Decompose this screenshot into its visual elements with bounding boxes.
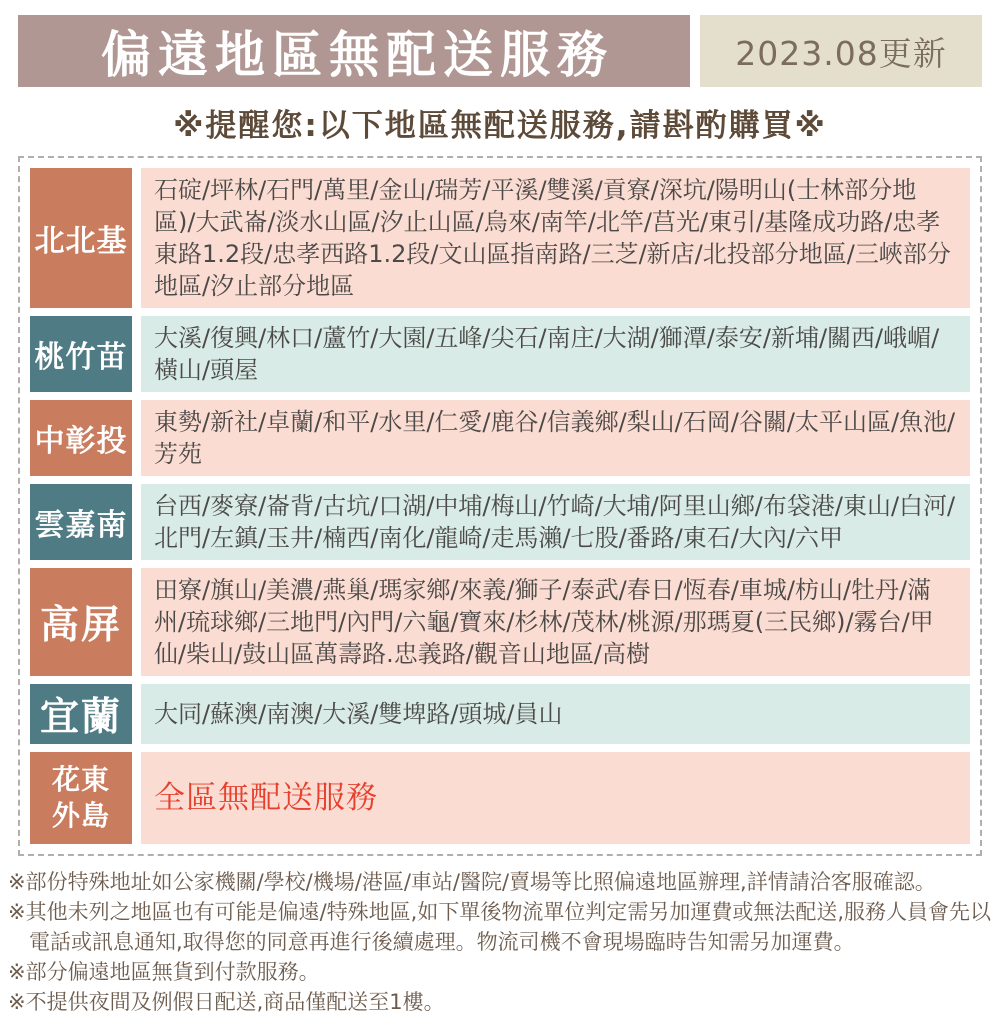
footnote-no-cod: ※部分偏遠地區無貨到付款服務。 <box>8 960 320 984</box>
table-row-hualien-taitung-islands <box>30 752 970 844</box>
header <box>18 15 982 87</box>
footnotes <box>8 867 992 1017</box>
page-title: 偏遠地區無配送服務 <box>18 15 690 87</box>
table-row-north <box>30 168 970 308</box>
region-areas: 東勢/新社/卓蘭/和平/水里/仁愛/鹿谷/信義鄉/梨山/石岡/谷關/太平山區/魚池/芳苑 <box>141 400 970 476</box>
table-row-yilan <box>30 684 970 744</box>
region-label: 中彰投 <box>30 400 132 476</box>
footnote-special-address: ※部份特殊地址如公家機關/學校/機場/港區/車站/醫院/賣場等比照偏遠地區辦理,詳情請洽客服確認。 <box>8 870 936 894</box>
no-delivery-whole-area-text: 全區無配送服務 <box>154 780 378 816</box>
no-delivery-area-table <box>18 156 982 856</box>
update-date-badge: 2023.08更新 <box>700 15 982 87</box>
region-label <box>30 752 132 844</box>
region-areas: 石碇/坪林/石門/萬里/金山/瑞芳/平溪/雙溪/貢寮/深坑/陽明山(士林部分地區)/大武崙/淡水山區/汐止山區/烏來/南竿/北竿/莒光/東引/基隆成功路/忠孝東路1.2段/忠孝西路1.2段/文山區指南路/三芝/新店/北投部分地區/三峽部分地區/汐止部分地區 <box>141 168 970 308</box>
region-label: 高屏 <box>30 568 132 676</box>
table-row-yunlin-chiayi-tainan <box>30 484 970 560</box>
region-label: 北北基 <box>30 168 132 308</box>
table-row-taoyuan-hsinchu-miaoli <box>30 316 970 392</box>
footnote-unlisted-areas: ※其他未列之地區也有可能是偏遠/特殊地區,如下單後物流單位判定需另加運費或無法配送,服務人員會先以電話或訊息通知,取得您的同意再進行後續處理。物流司機不會現場臨時告知需另加運費。 <box>8 900 992 954</box>
region-areas <box>141 752 970 844</box>
reminder-subtitle: ※提醒您:以下地區無配送服務,請斟酌購買※ <box>173 108 827 144</box>
region-areas: 大溪/復興/林口/蘆竹/大園/五峰/尖石/南庄/大湖/獅潭/泰安/新埔/關西/峨嵋/橫山/頭屋 <box>141 316 970 392</box>
region-label: 雲嘉南 <box>30 484 132 560</box>
region-label-line: 花東 <box>51 763 110 796</box>
region-areas: 田寮/旗山/美濃/燕巢/瑪家鄉/來義/獅子/泰武/春日/恆春/車城/枋山/牡丹/滿州/琉球鄉/三地門/內門/六龜/寶來/杉林/茂林/桃源/那瑪夏(三民鄉)/霧台/甲仙/柴山/鼓山區萬壽路.忠義路/觀音山地區/高樹 <box>141 568 970 676</box>
remote-area-no-delivery-notice <box>0 15 1000 1015</box>
region-label: 宜蘭 <box>30 684 132 744</box>
table-row-central <box>30 400 970 476</box>
footnote-no-night-delivery: ※不提供夜間及例假日配送,商品僅配送至1樓。 <box>8 990 445 1014</box>
region-areas: 台西/麥寮/崙背/古坑/口湖/中埔/梅山/竹崎/大埔/阿里山鄉/布袋港/東山/白河/北門/左鎮/玉井/楠西/南化/龍崎/走馬瀨/七股/番路/東石/大內/六甲 <box>141 484 970 560</box>
table-row-kaohsiung-pingtung <box>30 568 970 676</box>
region-areas: 大同/蘇澳/南澳/大溪/雙埤路/頭城/員山 <box>141 684 970 744</box>
region-label: 桃竹苗 <box>30 316 132 392</box>
region-label-line: 外島 <box>51 799 110 832</box>
